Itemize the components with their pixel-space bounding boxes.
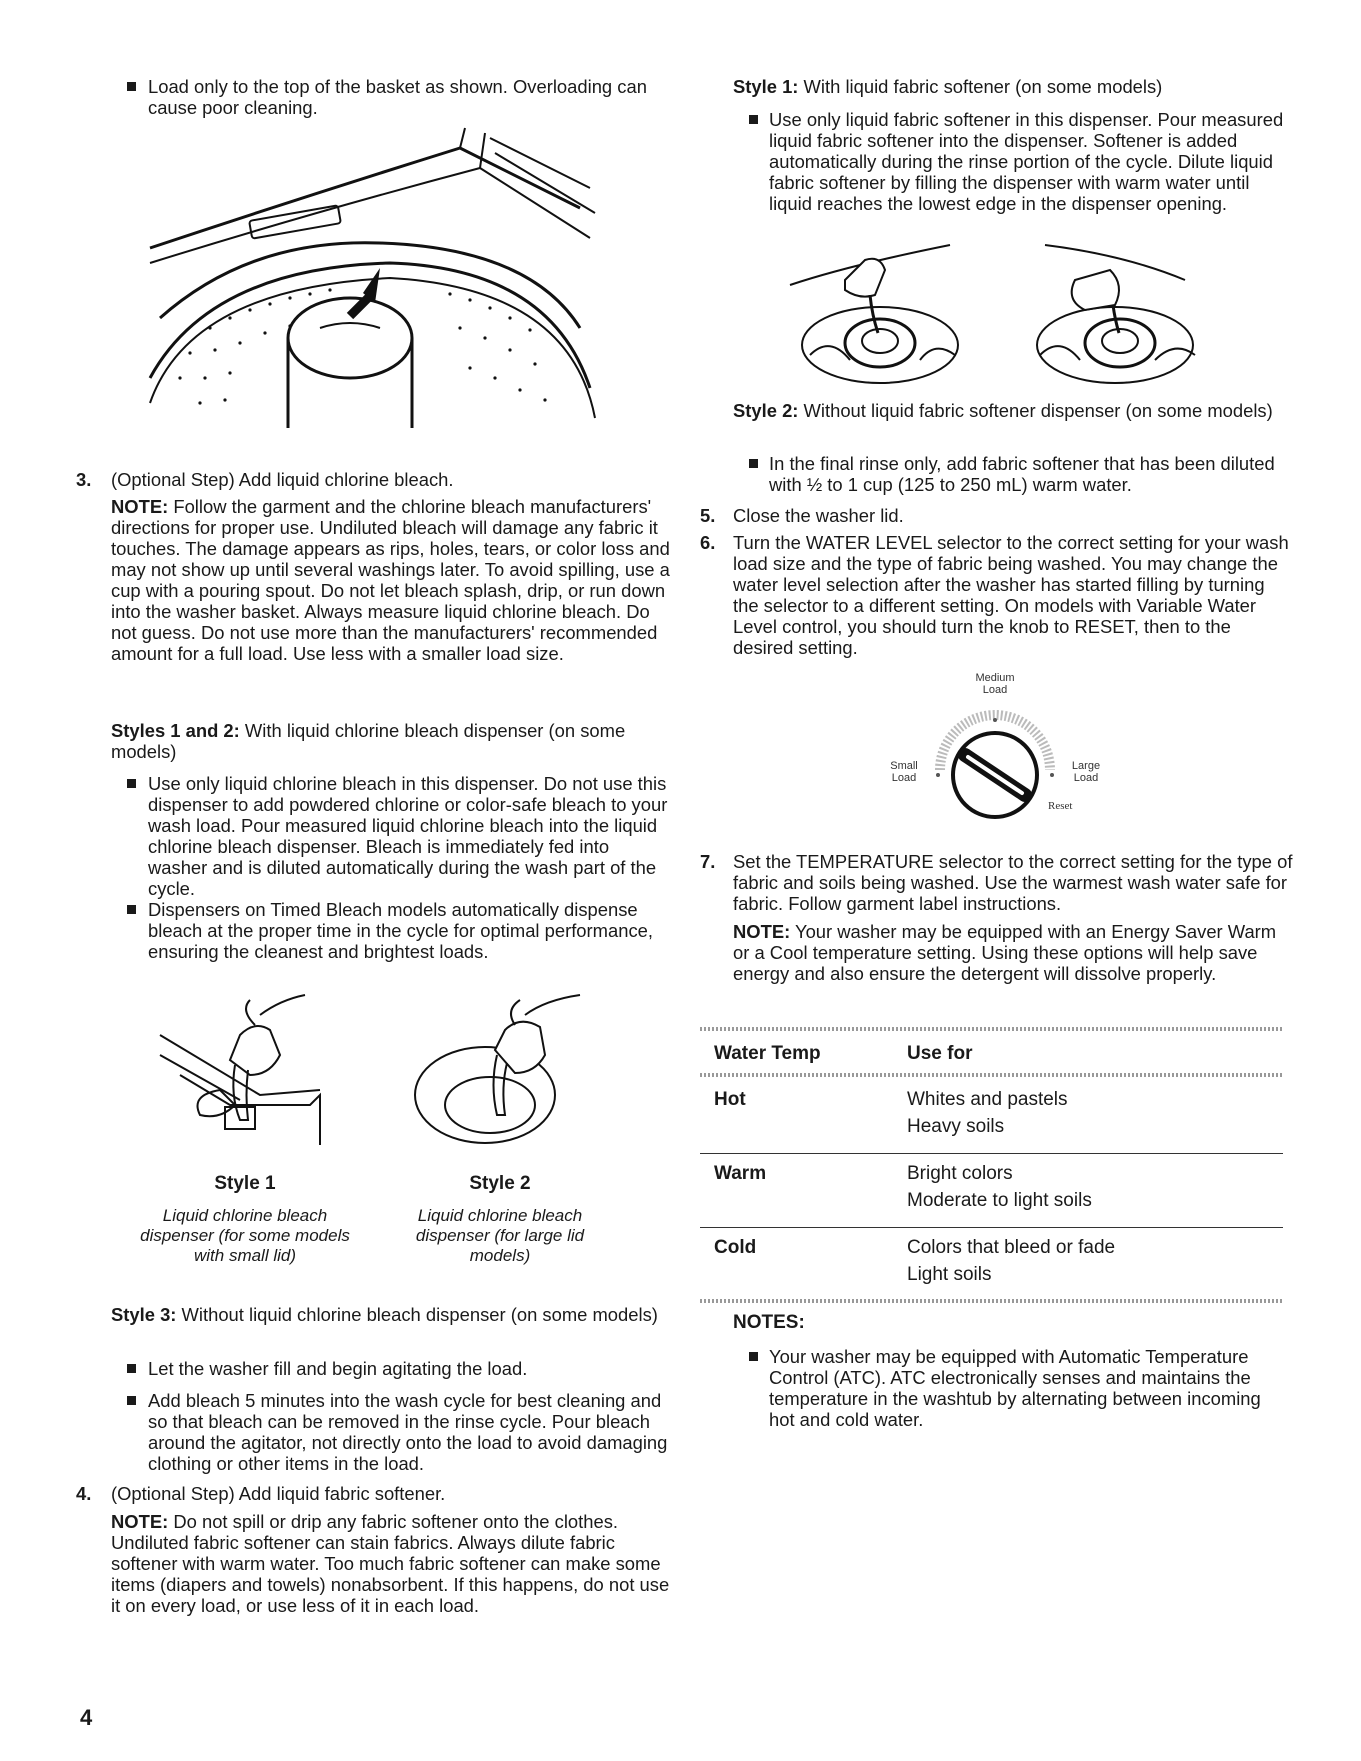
style3-bullet2: Add bleach 5 minutes into the wash cycle for best cleaning and so that bleach can be removed in the rinse cycle. Pour bleach around the agitator, not directly onto the load to avoid damaging clothing or other items in the load.: [148, 1390, 668, 1474]
step3-note: [111, 496, 671, 664]
step7-text: Set the TEMPERATURE selector to the correct setting for the type of fabric and soils being washed. Use the warmest wash water safe for fabric. Follow garment label instructions.: [733, 851, 1293, 914]
table-header-use-for: Use for: [907, 1043, 973, 1064]
table-header-rule: [700, 1073, 1283, 1077]
notes-bullet: Your washer may be equipped with Automatic Temperature Control (ATC). ATC electronically senses and maintains the temperature in the washtub by alternating between incoming hot and cold water.: [769, 1346, 1261, 1430]
bullet-marker: [127, 1396, 136, 1405]
softener-pour-illustration-right: [1035, 245, 1205, 380]
table-top-rule: [700, 1027, 1283, 1031]
styles12-text: With liquid chlorine bleach dispenser (on some models): [111, 720, 626, 762]
knob-label-medium-line2: Load: [982, 684, 1008, 696]
table-header-water-temp: Water Temp: [714, 1043, 821, 1064]
note-text: Your washer may be equipped with an Energy Saver Warm or a Cool temperature setting. Using these options will help save energy and also ensure the detergent will dissolve properly.: [733, 921, 1277, 984]
softener-style1-bullet: Use only liquid fabric softener in this dispenser. Pour measured liquid fabric softener into the dispenser. Softener is added automatically during the rinse portion of the cycle. Dilute liquid fabric softener by filling the dispenser with warm water until liquid reaches the lowest edge in the dispenser opening.: [769, 109, 1284, 214]
style2-dispenser-illustration: [405, 995, 585, 1145]
styles12-label: Styles 1 and 2:: [111, 720, 240, 741]
style3-bullet1: Let the washer fill and begin agitating the load.: [148, 1358, 528, 1379]
style3-text: Without liquid chlorine bleach dispenser (on some models): [181, 1304, 658, 1325]
note-label: NOTE:: [733, 921, 791, 942]
softener-style1-label: Style 1:: [733, 76, 799, 97]
table-row-rule: [700, 1153, 1283, 1154]
knob-label-small: [884, 760, 924, 784]
load-instruction: Load only to the top of the basket as shown. Overloading can cause poor cleaning.: [148, 76, 647, 118]
softener-style1-heading: [733, 76, 1293, 97]
softener-pour-illustration-left: [790, 245, 960, 380]
knob-label-small-line1: Small: [890, 760, 918, 772]
water-level-knob: [930, 700, 1060, 820]
style2-title: Style 2: [469, 1173, 531, 1194]
softener-style2-label: Style 2:: [733, 400, 799, 421]
page-number: 4: [80, 1705, 93, 1730]
softener-style2-bullet: In the final rinse only, add fabric softener that has been diluted with ½ to 1 cup (125 to 250 mL) warm water.: [769, 453, 1275, 495]
table-row-use: Bright colors: [907, 1163, 1013, 1184]
washer-basket-illustration: [150, 128, 600, 433]
knob-label-medium: [955, 672, 1035, 696]
step-number: 4.: [76, 1483, 92, 1504]
step7-note: [733, 921, 1293, 984]
style3-heading: [111, 1304, 671, 1325]
step5-text: Close the washer lid.: [733, 505, 904, 526]
step-number: 7.: [700, 851, 716, 872]
knob-label-large: [1066, 760, 1106, 784]
styles12-bullet2: Dispensers on Timed Bleach models automatically dispense bleach at the proper time in the cycle for optimal performance, ensuring the cleanest and brightest loads.: [148, 899, 653, 962]
table-row-use: Heavy soils: [907, 1116, 1005, 1137]
notes-label: NOTES:: [733, 1312, 805, 1333]
style2-caption: Liquid chlorine bleach dispenser (for large lid models): [415, 1206, 585, 1265]
bullet-marker: [127, 779, 136, 788]
bullet-marker: [749, 1352, 758, 1361]
table-row-use: Whites and pastels: [907, 1089, 1068, 1110]
note-text: Do not spill or drip any fabric softener onto the clothes. Undiluted fabric softener can stain fabrics. Always dilute fabric softener with warm water. Too much fabric softener can make some items (diapers and towels) nonabsorbent. If this happens, do not use it on every load, or use less of it in each load.: [111, 1511, 670, 1616]
style1-caption: Liquid chlorine bleach dispenser (for some models with small lid): [140, 1206, 350, 1265]
styles12-bullet1: Use only liquid chlorine bleach in this dispenser. Do not use this dispenser to add powdered chlorine or color-safe bleach to your wash load. Pour measured liquid chlorine bleach into the liquid chlorine bleach dispenser. Bleach is immediately fed into washer and is diluted automatically during the wash part of the cycle.: [148, 773, 668, 899]
style1-title: Style 1: [214, 1173, 276, 1194]
step-number: 3.: [76, 469, 92, 490]
softener-style2-heading: [733, 400, 1293, 421]
table-row-use: Colors that bleed or fade: [907, 1237, 1116, 1258]
note-label: NOTE:: [111, 1511, 169, 1532]
step4-title: (Optional Step) Add liquid fabric softener.: [111, 1483, 446, 1504]
step-number: 6.: [700, 532, 716, 553]
table-bottom-rule: [700, 1299, 1283, 1303]
knob-label-small-line2: Load: [891, 772, 917, 784]
softener-style2-text: Without liquid fabric softener dispenser (on some models): [803, 400, 1273, 421]
table-row-temp: Hot: [714, 1089, 746, 1110]
softener-style1-text: With liquid fabric softener (on some models): [803, 76, 1163, 97]
table-row-use: Light soils: [907, 1264, 992, 1285]
table-row-use: Moderate to light soils: [907, 1190, 1092, 1211]
knob-label-large-line1: Large: [1071, 760, 1101, 772]
bullet-marker: [749, 459, 758, 468]
step3-title: (Optional Step) Add liquid chlorine bleach.: [111, 469, 454, 490]
step6-text: Turn the WATER LEVEL selector to the correct setting for your wash load size and the type of fabric being washed. You may change the water level selection after the washer has started filling by turning the selector to a different setting. On models with Variable Water Level control, you should turn the knob to RESET, then to the desired setting.: [733, 532, 1289, 658]
knob-label-reset: Reset: [1048, 800, 1073, 812]
table-row-temp: Warm: [714, 1163, 767, 1184]
styles12-heading: [111, 720, 671, 762]
note-text: Follow the garment and the chlorine bleach manufacturers' directions for proper use. Undiluted bleach will damage any fabric it touches. The damage appears as rips, holes, tears, or color loss and may not show up until several washings later. To avoid spilling, use a cup with a pouring spout. Do not let bleach splash, drip, or run down into the washer basket. Always measure liquid chlorine bleach. Do not guess. Do not use more than the manufacturers' recommended amount for a full load. Use less with a smaller load size.: [111, 496, 670, 664]
step4-note: [111, 1511, 671, 1616]
knob-label-medium-line1: Medium: [975, 672, 1015, 684]
knob-label-large-line2: Load: [1073, 772, 1099, 784]
table-row-rule: [700, 1227, 1283, 1228]
bullet-marker: [127, 82, 136, 91]
style3-label: Style 3:: [111, 1304, 177, 1325]
note-label: NOTE:: [111, 496, 169, 517]
step-number: 5.: [700, 505, 716, 526]
style1-dispenser-illustration: [160, 995, 330, 1145]
table-row-temp: Cold: [714, 1237, 757, 1258]
bullet-marker: [127, 1364, 136, 1373]
bullet-marker: [127, 905, 136, 914]
bullet-marker: [749, 115, 758, 124]
